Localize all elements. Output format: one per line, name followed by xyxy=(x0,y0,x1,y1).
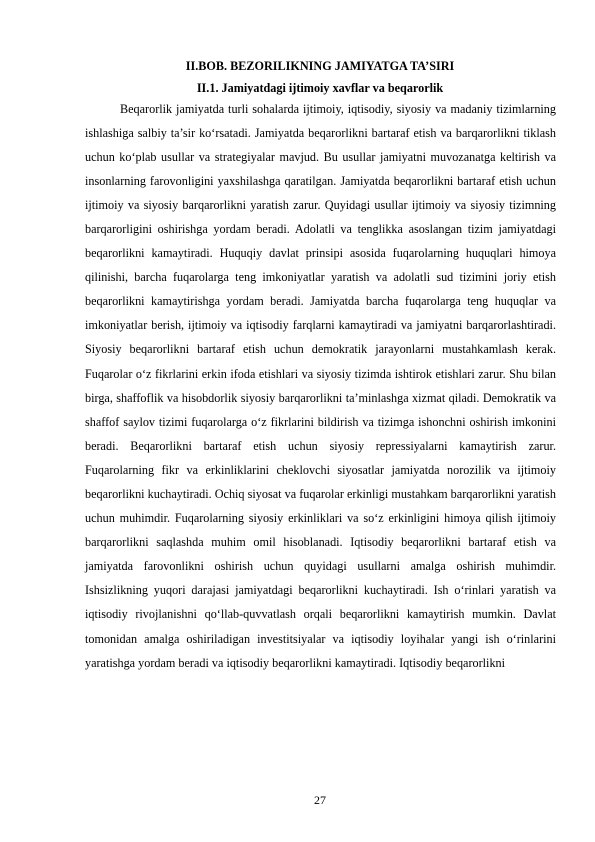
page-number: 27 xyxy=(314,793,326,807)
section-title: II.1. Jamiyatdagi ijtimoiy xavflar va beqarorlik xyxy=(196,81,444,95)
body-paragraph: Beqarorlik jamiyatda turli sohalarda ijtimoiy, iqtisodiy, siyosiy va madaniy tizimlarning ishlashiga salbiy ta’sir ko‘rsatadi. Jamiyatda beqarorlikni bartaraf etish va barqarorlikni tiklash uchun ko‘plab usullar va strategiyalar mavjud. Bu usullar jamiyatni muvozanatga keltirish va insonlarning farovonligini yaxshilashga qaratilgan. Jamiyatda beqarorlikni bartaraf etish uchun ijtimoiy va siyosiy barqarorlikni yaratish zarur. Quyidagi usullar ijtimoiy va siyosiy tizimning barqarorligini oshirishga yordam beradi. Adolatli va tenglikka asoslangan tizim jamiyatdagi beqarorlikni kamaytiradi. Huquqiy davlat prinsipi asosida fuqarolarning huquqlari himoya qilinishi, barcha fuqarolarga teng imkoniyatlar yaratish va adolatli sud tizimini joriy etish beqarorlikni kamaytirishga yordam beradi. Jamiyatda barcha fuqarolarga teng huquqlar va imkoniyatlar berish, ijtimoiy va iqtisodiy farqlarni kamaytiradi va jamiyatni barqarorlashtiradi. Siyosiy beqarorlikni bartaraf etish uchun demokratik jarayonlarni mustahkamlash kerak. Fuqarolar o‘z fikrlarini erkin ifoda etishlari va siyosiy tizimda ishtirok etishlari zarur. Shu bilan birga, shaffoflik va hisobdorlik siyosiy barqarorlikni ta’minlashga xizmat qiladi. Demokratik va shaffof saylov tizimi fuqarolarga o‘z fikrlarini bildirish va tizimga ishonchni oshirish imkonini beradi. Beqarorlikni bartaraf etish uchun siyosiy repressiyalarni kamaytirish zarur. Fuqarolarning fikr va erkinliklarini cheklovchi siyosatlar jamiyatda norozilik va ijtimoiy beqarorlikni kuchaytiradi. Ochiq siyosat va fuqarolar erkinligi mustahkam barqarorlikni yaratish uchun muhimdir. Fuqarolarning siyosiy erkinliklari va so‘z erkinligini himoya qilish ijtimoiy barqarorlikni saqlashda muhim omil hisoblanadi. Iqtisodiy beqarorlikni bartaraf etish va jamiyatda farovonlikni oshirish uchun quyidagi usullarni amalga oshirish muhimdir. Ishsizlikning yuqori darajasi jamiyatdagi beqarorlikni kuchaytiradi. Ish o‘rinlari yaratish va iqtisodiy rivojlanishni qo‘llab-quvvatlash orqali beqarorlikni kamaytirish mumkin. Davlat tomonidan amalga oshiriladigan investitsiyalar va iqtisodiy loyihalar yangi ish o‘rinlarini yaratishga yordam beradi va iqtisodiy beqarorlikni kamaytiradi. Iqtisodiy beqarorlikni xyxy=(85,101,556,670)
chapter-title: II.BOB. BEZORILIKNING JAMIYATGA TA’SIRI xyxy=(185,59,455,73)
